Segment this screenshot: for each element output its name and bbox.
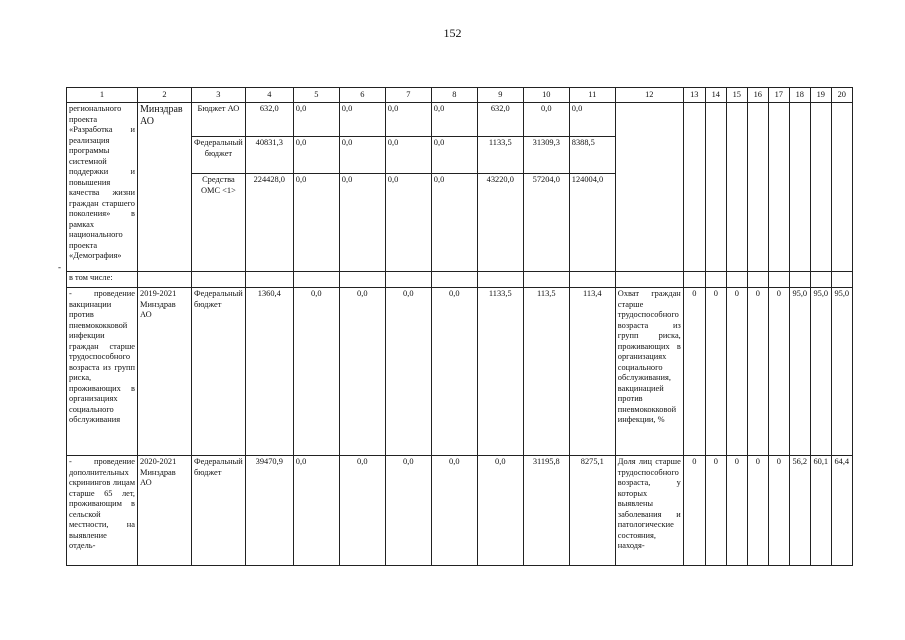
including-label: в том числе: <box>67 272 138 288</box>
col-header: 11 <box>569 88 615 103</box>
cell-value: 113,5 <box>523 288 569 456</box>
col-header: 14 <box>705 88 726 103</box>
cell-value: 0,0 <box>339 137 385 174</box>
cell-value: 95,0 <box>831 288 852 456</box>
cell-value: 0 <box>768 288 789 456</box>
cell-value: 0 <box>726 456 747 566</box>
col-header: 13 <box>683 88 705 103</box>
col-header: 5 <box>293 88 339 103</box>
cell-value: 0 <box>747 288 768 456</box>
col-header: 2 <box>138 88 192 103</box>
cell-value: 0,0 <box>431 137 477 174</box>
cell-value: 0,0 <box>385 103 431 137</box>
empty-cell <box>431 272 477 288</box>
empty-cell <box>810 103 831 272</box>
page-number: 152 <box>443 26 462 40</box>
cell-value: 0 <box>683 288 705 456</box>
cell-value: 0,0 <box>431 103 477 137</box>
col-header: 6 <box>339 88 385 103</box>
cell-value: 0 <box>747 456 768 566</box>
col-header: 18 <box>789 88 810 103</box>
cell-value: 0,0 <box>293 174 339 272</box>
empty-cell <box>705 103 726 272</box>
empty-cell <box>138 272 192 288</box>
activity-name: - проведение дополнительных скринингов лицам старше 65 лет, проживающим в сельской местности, на выявление отдель- <box>67 456 138 566</box>
executor: Минздрав АО <box>138 103 192 272</box>
cell-value: 0 <box>705 456 726 566</box>
cell-value: 8275,1 <box>569 456 615 566</box>
cell-value: 632,0 <box>245 103 293 137</box>
empty-cell <box>768 272 789 288</box>
cell-value: 31309,3 <box>523 137 569 174</box>
col-header: 15 <box>726 88 747 103</box>
column-number-row <box>67 88 853 103</box>
funding-source: Федеральный бюджет <box>192 137 246 174</box>
cell-value: 0,0 <box>293 456 339 566</box>
empty-cell <box>768 103 789 272</box>
col-header: 4 <box>245 88 293 103</box>
col-header: 16 <box>747 88 768 103</box>
col-header: 17 <box>768 88 789 103</box>
col-header: 12 <box>615 88 683 103</box>
empty-cell <box>683 272 705 288</box>
project-name: регионального проекта «Разработка и реализация программы системной поддержки и повышения качества жизни граждан старшего поколения» в рамках национального проекта «Демография» <box>67 103 138 272</box>
cell-value: 0 <box>705 288 726 456</box>
col-header: 1 <box>67 88 138 103</box>
table-row <box>67 456 853 566</box>
funding-source: Федеральный бюджет <box>192 288 246 456</box>
cell-value: 0,0 <box>431 456 477 566</box>
funding-source: Федеральный бюджет <box>192 456 246 566</box>
cell-value: 0,0 <box>385 456 431 566</box>
cell-value: 0 <box>768 456 789 566</box>
indicator-text: Доля лиц старше трудоспособного возраста, у которых выявлены заболевания и патологические состояния, находя- <box>615 456 683 566</box>
cell-value: 95,0 <box>789 288 810 456</box>
cell-value: 60,1 <box>810 456 831 566</box>
empty-cell <box>477 272 523 288</box>
empty-cell <box>245 272 293 288</box>
cell-value: 1133,5 <box>477 288 523 456</box>
col-header: 19 <box>810 88 831 103</box>
cell-value: 0,0 <box>293 288 339 456</box>
cell-value: 0,0 <box>339 288 385 456</box>
table-row <box>67 272 853 288</box>
col-header: 20 <box>831 88 852 103</box>
cell-value: 0,0 <box>293 103 339 137</box>
col-header: 10 <box>523 88 569 103</box>
col-header: 7 <box>385 88 431 103</box>
cell-value: 1133,5 <box>477 137 523 174</box>
cell-value: 57204,0 <box>523 174 569 272</box>
cell-value: 0,0 <box>385 288 431 456</box>
empty-cell <box>726 103 747 272</box>
empty-cell <box>789 103 810 272</box>
col-header: 8 <box>431 88 477 103</box>
empty-cell <box>789 272 810 288</box>
executor: 2020-2021 Минздрав АО <box>138 456 192 566</box>
empty-cell <box>339 272 385 288</box>
activity-name: - проведение вакцинации против пневмококковой инфекции граждан старше трудоспособного возраста из групп риска, проживающих в организациях социального обслуживания <box>67 288 138 456</box>
cell-value: 39470,9 <box>245 456 293 566</box>
cell-value: 0,0 <box>477 456 523 566</box>
cell-value: 0,0 <box>385 174 431 272</box>
cell-value: 0,0 <box>293 137 339 174</box>
cell-value: 95,0 <box>810 288 831 456</box>
indicator-cell <box>615 103 683 272</box>
cell-value: 1360,4 <box>245 288 293 456</box>
cell-value: 8388,5 <box>569 137 615 174</box>
cell-value: 56,2 <box>789 456 810 566</box>
cell-value: 0,0 <box>569 103 615 137</box>
col-header: 3 <box>192 88 246 103</box>
cell-value: 124004,0 <box>569 174 615 272</box>
cell-value: 31195,8 <box>523 456 569 566</box>
funding-source: Средства ОМС <1> <box>192 174 246 272</box>
empty-cell <box>747 103 768 272</box>
empty-cell <box>385 272 431 288</box>
table-row <box>67 103 853 137</box>
empty-cell <box>569 272 615 288</box>
cell-value: 0 <box>726 288 747 456</box>
empty-cell <box>192 272 246 288</box>
cell-value: 113,4 <box>569 288 615 456</box>
empty-cell <box>831 272 852 288</box>
cell-value: 64,4 <box>831 456 852 566</box>
empty-cell <box>293 272 339 288</box>
funding-source: Бюджет АО <box>192 103 246 137</box>
empty-cell <box>615 272 683 288</box>
cell-value: 224428,0 <box>245 174 293 272</box>
cell-value: 43220,0 <box>477 174 523 272</box>
cell-value: 0 <box>683 456 705 566</box>
cell-value: 40831,3 <box>245 137 293 174</box>
program-table <box>66 87 853 566</box>
margin-mark: - <box>58 262 61 272</box>
cell-value: 0,0 <box>339 103 385 137</box>
cell-value: 632,0 <box>477 103 523 137</box>
empty-cell <box>683 103 705 272</box>
empty-cell <box>831 103 852 272</box>
empty-cell <box>726 272 747 288</box>
cell-value: 0,0 <box>385 137 431 174</box>
cell-value: 0,0 <box>431 288 477 456</box>
cell-value: 0,0 <box>339 174 385 272</box>
indicator-text: Охват граждан старше трудоспособного возраста из групп риска, проживающих в организациях социального обслуживания, вакцинацией против пневмококковой инфекции, % <box>615 288 683 456</box>
empty-cell <box>810 272 831 288</box>
cell-value: 0,0 <box>431 174 477 272</box>
table-row <box>67 288 853 456</box>
cell-value: 0,0 <box>339 456 385 566</box>
empty-cell <box>705 272 726 288</box>
empty-cell <box>747 272 768 288</box>
empty-cell <box>523 272 569 288</box>
executor: 2019-2021 Минздрав АО <box>138 288 192 456</box>
cell-value: 0,0 <box>523 103 569 137</box>
col-header: 9 <box>477 88 523 103</box>
